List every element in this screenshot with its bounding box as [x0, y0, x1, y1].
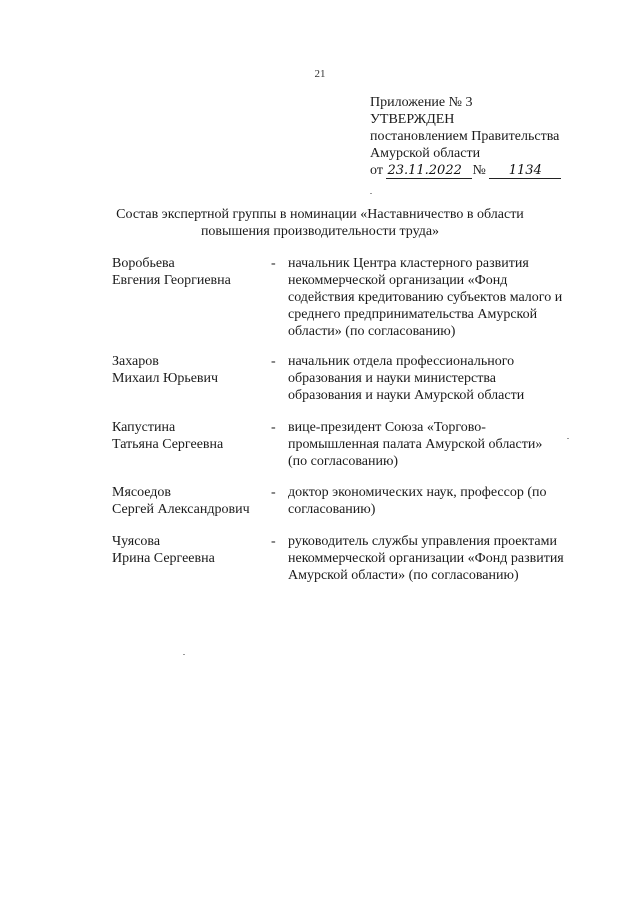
member-role [288, 255, 584, 340]
role-line: доктор экономических наук, профессор (по [288, 485, 547, 500]
handwritten-number: 1134 [489, 163, 561, 179]
role-line: области» (по согласованию) [288, 324, 456, 339]
member-name [112, 533, 262, 567]
role-line: образования и науки министерства [288, 371, 496, 386]
member-name [112, 353, 262, 387]
member-surname: Чуясова [112, 534, 161, 549]
scan-speck [370, 193, 372, 194]
role-line: вице-президент Союза «Торгово- [288, 420, 486, 435]
approval-block [370, 94, 561, 179]
role-line: (по согласованию) [288, 454, 399, 469]
member-given-names: Татьяна Сергеевна [112, 437, 224, 452]
handwritten-date: 23.11.2022 [386, 163, 472, 179]
member-surname: Воробьева [112, 256, 175, 271]
document-title [0, 206, 640, 240]
member-given-names: Евгения Георгиевна [112, 273, 231, 288]
member-name [112, 419, 262, 453]
dash-separator: - [271, 256, 276, 271]
role-line: начальник Центра кластерного развития [288, 256, 529, 271]
role-line: образования и науки Амурской области [288, 388, 525, 403]
role-line: начальник отдела профессионального [288, 354, 515, 369]
member-given-names: Сергей Александрович [112, 502, 250, 517]
title-line-2: повышения производительности труда» [200, 224, 440, 239]
role-line: среднего предпринимательства Амурской [288, 307, 538, 322]
role-line: содействия кредитованию субъектов малого и [288, 290, 563, 305]
scan-speck [567, 438, 569, 439]
member-given-names: Ирина Сергеевна [112, 551, 215, 566]
appendix-label: Приложение № 3 [370, 95, 473, 110]
member-surname: Капустина [112, 420, 176, 435]
dash-separator: - [271, 354, 276, 369]
approved-label: УТВЕРЖДЕН [370, 112, 455, 127]
dash-separator: - [271, 534, 276, 549]
number-prefix: № [472, 163, 486, 178]
member-surname: Захаров [112, 354, 159, 369]
role-line: Амурской области» (по согласованию) [288, 568, 519, 583]
decree-label: постановлением Правительства [370, 129, 560, 144]
region-label: Амурской области [370, 146, 481, 161]
role-line: руководитель службы управления проектами [288, 534, 557, 549]
member-name [112, 484, 262, 518]
dash-separator: - [271, 420, 276, 435]
member-role [288, 353, 584, 404]
role-line: некоммерческой организации «Фонд развития [288, 551, 564, 566]
member-role [288, 484, 584, 518]
page-number: 21 [314, 68, 326, 80]
member-role [288, 533, 584, 584]
scan-speck [183, 654, 185, 655]
role-line: промышленная палата Амурской области» [288, 437, 543, 452]
role-line: согласованию) [288, 502, 376, 517]
date-prefix: от [370, 163, 383, 178]
member-given-names: Михаил Юрьевич [112, 371, 219, 386]
role-line: некоммерческой организации «Фонд [288, 273, 508, 288]
member-name [112, 255, 262, 289]
member-role [288, 419, 584, 470]
decree-date-number-line [370, 162, 561, 179]
dash-separator: - [271, 485, 276, 500]
title-line-1: Состав экспертной группы в номинации «Наставничество в области [116, 207, 524, 222]
member-surname: Мясоедов [112, 485, 172, 500]
